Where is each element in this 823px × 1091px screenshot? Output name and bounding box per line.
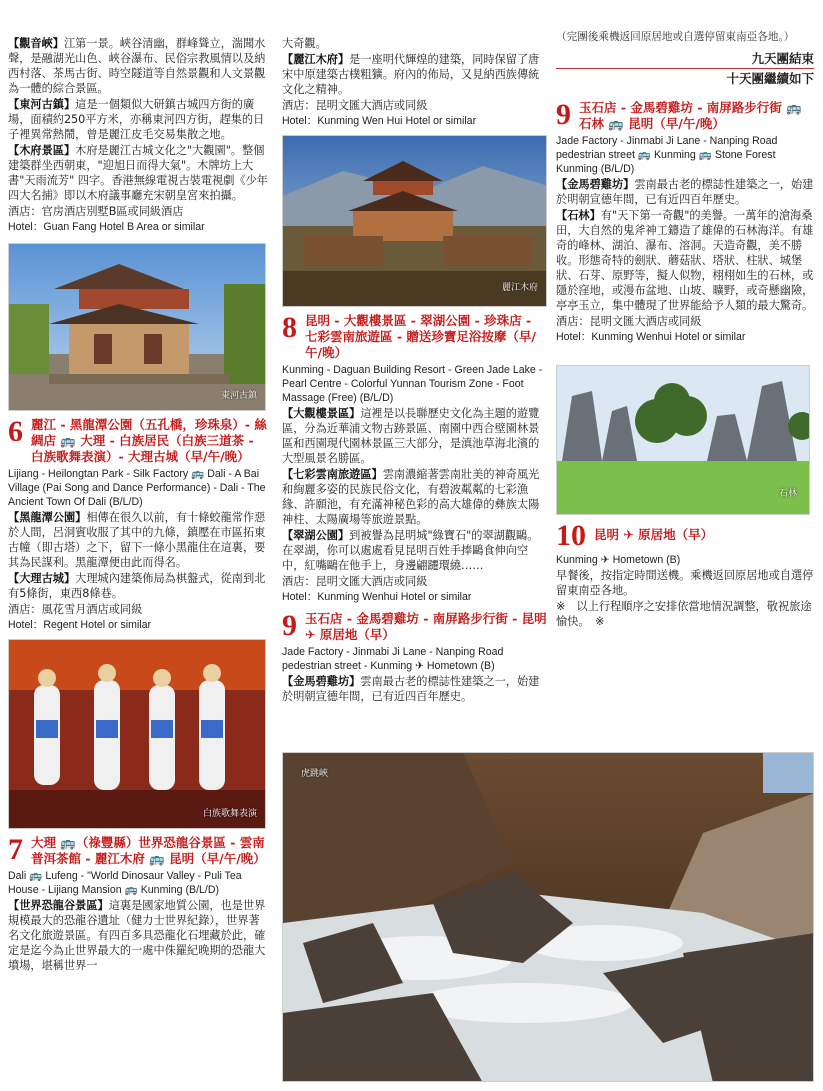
bai-dance-illustration — [9, 640, 266, 829]
tag-lijiang-mufu: 【麗江木府】 — [282, 53, 350, 66]
photo-tiger-leaping-gorge — [282, 752, 814, 1082]
day10-number: 10 — [556, 519, 586, 552]
photo-stone-forest — [556, 365, 810, 515]
day9a-header — [282, 611, 547, 643]
day6-number: 6 — [8, 415, 23, 448]
divider — [556, 68, 814, 69]
continue-ten-day: 十天團繼續如下 — [726, 71, 814, 86]
photo-bai-dance — [8, 639, 266, 829]
tag-cuihu: 【翠湖公園】 — [282, 529, 350, 542]
paragraph-mufu — [8, 143, 270, 203]
hotel-en-wenhui-1: Hotel：Kunming Wen Hui Hotel or similar — [282, 115, 477, 127]
text-mufu: 木府是麗江古城文化之"大觀園"。整個建築群坐西朝東，"迎旭日而得大氣"。木牌坊上大書"天雨流芳" 四字。香港無線電視古裝電視劇《少年四大名捕》即以木府議事廳充宋朝皇宮來拍攝。 — [8, 144, 268, 202]
hotel-cn-wenhui-3: 酒店：昆明文匯大酒店或同級 — [556, 315, 702, 328]
day7-number: 7 — [8, 833, 23, 866]
text-stone-forest: 有"天下第一奇觀"的美譽。一萬年的滄海桑田，大自然的鬼斧神工鑄造了雄偉的石林海洋。有雄奇的峰林、湖泊、瀑布、溶洞。天造奇觀，美不勝收。形態奇特的劍狀、蘑菇狀、塔狀、柱狀、城堡狀、石芽、原野等，擬人似物，栩栩如生的石林，或隱於窪地，或漫布盆地、山坡、曠野，或奇懸幽險，亭亭玉立，集中體現了世界能給予人類的最大驚奇。 — [556, 209, 814, 312]
paragraph-cuihu — [282, 528, 547, 573]
paragraph-dinosaur — [8, 898, 270, 973]
tag-dinosaur: 【世界恐龍谷景區】 — [8, 899, 109, 912]
tag-guanyin: 【觀音峽】 — [8, 37, 64, 50]
caption-tiger-leaping-gorge: 虎跳峽 — [301, 769, 329, 779]
photo-lijiang-mufu — [282, 135, 547, 307]
day8-header — [282, 313, 547, 361]
paragraph-lijiang-mufu — [282, 52, 547, 97]
caption-bai-dance: 白族歌舞表演 — [202, 809, 257, 819]
text-dali-town: 大理城內建築佈局為棋盤式，從南到北有5條街，東西8條巷。 — [8, 572, 266, 600]
day7-english: Dali 🚌 Lufeng - "World Dinosaur Valley - Puli Tea House - Lijiang Mansion 🚌 Kunming (B/L/D) — [8, 870, 242, 896]
text-lijiang-mufu: 是一座明代輝煌的建築，同時保留了唐宋中原建築古樸粗獷。府內的佈局，又見納西族傳統文化之精神。 — [282, 53, 540, 96]
tiger-leaping-gorge-illustration — [283, 753, 814, 1082]
hotel-en-guanfang: Hotel：Guan Fang Hotel B Area or similar — [8, 221, 205, 233]
day9b-title: 玉石店 - 金馬碧雞坊 - 南屏路步行街 🚌 石林 🚌 昆明（早/午/晚） — [579, 100, 802, 131]
text-daguan: 這裡是以長聯歷史文化為主題的遊覽區，分為近華浦文物古跡景區、南園中西合壁園林景區和西園現代園林景區三大部分，是滇池草海北濱的大型風景名勝區。 — [282, 407, 540, 465]
text-jinmabiji-a: 雲南最古老的標誌性建築之一，始建於明朝宣德年間，已有近四百年歷史。 — [282, 675, 540, 703]
caption-donghe: 東河古鎮 — [220, 391, 257, 401]
paragraph-colorful-yunnan — [282, 467, 547, 527]
day6-title: 麗江 - 黑龍潭公園（五孔橋，珍珠泉）- 絲綢店 🚌 大理 - 白族居民（白族三道茶 - 白族歌舞表演）- 大理古城（早/午/晚） — [31, 417, 267, 464]
text-cuihu: 到被譽為昆明城"綠寶石"的翠湖觀鷗。在翠湖，你可以處處看見昆明百姓手捧鷗食伸向空中，紅嘴鷗在他手上，身邊翩躚環繞…… — [282, 529, 539, 572]
day10-english: Kunming ✈ Hometown (B) — [556, 554, 681, 566]
tag-stone-forest: 【石林】 — [556, 209, 601, 222]
day6-english: Lijiang - Heilongtan Park - Silk Factory 🚌 Dali - A Bai Village (Pai Song and Dance Performance) - Dali - The Ancient Town Of Dali (B/L/D) — [8, 468, 266, 508]
column-2 — [282, 0, 547, 705]
hotel-cn-wenhui-1: 酒店：昆明文匯大酒店或同級 — [282, 99, 428, 112]
text-jinmabiji-b: 雲南最古老的標誌性建築之一，始建於明朝宣德年間，已有近四百年歷史。 — [556, 178, 814, 206]
paragraph-dali-town — [8, 571, 270, 601]
tag-jinmabiji-a: 【金馬碧雞坊】 — [282, 675, 361, 688]
tag-donghe: 【東河古鎮】 — [8, 98, 76, 111]
hotel-en-wenhui-3: Hotel：Kunming Wenhui Hotel or similar — [556, 331, 746, 343]
day8-number: 8 — [282, 311, 297, 344]
hotel-cn-regent: 酒店：風花雪月酒店或同級 — [8, 603, 143, 616]
hotel-en-regent: Hotel：Regent Hotel or similar — [8, 619, 152, 631]
paragraph-guanyin — [8, 36, 270, 96]
paragraph-donghe — [8, 97, 270, 142]
text-departure: 早餐後，按指定時間送機。乘機返回原居地或自選停留東南亞各地。 — [556, 569, 814, 597]
text-return-note: （完團後乘機返回原居地或自選停留東南亞各地。） — [556, 31, 795, 43]
text-donghe: 這是一個類似大研鎮古城四方街的廣場，面積約250平方米，亦稱東河四方街，趕集的日子裡異常熱鬧，曾是麗江皮毛交易集散之地。 — [8, 98, 265, 141]
hotel-en-wenhui-2: Hotel：Kunming Wenhui Hotel or similar — [282, 591, 472, 603]
hotel-cn-guanfang: 酒店：官房酒店別墅B區或同級酒店 — [8, 205, 184, 218]
text-guanyin: 江第一景。峽谷清幽，群峰聳立，湍聞水聲，是融湖光山色、峽谷瀑布、民俗宗教風情以及納西村落、茶馬古街、時空隧道等自然景觀和人文景觀為一體的綜合景區。 — [8, 37, 266, 95]
stone-forest-illustration — [557, 366, 810, 515]
day10-header — [556, 521, 814, 551]
caption-lijiang-mufu: 麗江木府 — [501, 283, 538, 293]
day9b-english: Jade Factory - Jinmabi Ji Lane - Nanping Road pedestrian street 🚌 Kunming 🚌 Stone Forest Kunming (B/L/D) — [556, 135, 778, 175]
day9a-title: 玉石店 - 金馬碧雞坊 - 南屏路步行街 - 昆明 ✈ 原居地（早） — [305, 611, 547, 642]
tag-jinmabiji-b: 【金馬碧雞坊】 — [556, 178, 635, 191]
day7-title: 大理 🚌（祿豐縣）世界恐龍谷景區 - 雲南普洱茶館 - 麗江木府 🚌 昆明（早/午/晚） — [31, 835, 266, 866]
column-1 — [8, 0, 270, 974]
day6-header — [8, 417, 270, 465]
text-colorful-yunnan: 雲南濃縮著雲南壯美的神奇風光和絢麗多姿的民族民俗文化，有碧波粼粼的七彩漁緣、許願池，有充滿神秘色彩的高大雄偉的彝族太陽神柱、太陽廣場等旅遊景點。 — [282, 468, 540, 526]
caption-stone-forest: 石林 — [778, 489, 797, 499]
day8-english: Kunming - Daguan Building Resort - Green Jade Lake - Pearl Centre - Colorful Yunnan Tourism Zone - Foot Massage (Free) (B/L/D) — [282, 364, 543, 404]
day9a-number: 9 — [282, 609, 297, 642]
tag-dali-town: 【大理古城】 — [8, 572, 76, 585]
tag-daguan: 【大觀樓景區】 — [282, 407, 361, 420]
paragraph-stone-forest — [556, 208, 814, 313]
day9b-number: 9 — [556, 98, 571, 131]
text-disclaimer: ※ 以上行程順序之安排依當地情況調整，敬祝旅途愉快。 ※ — [556, 600, 812, 628]
text-continuation: 大奇觀。 — [282, 37, 327, 50]
photo-donghe-town — [8, 243, 266, 411]
donghe-town-illustration — [9, 244, 266, 411]
hotel-cn-wenhui-2: 酒店：昆明文匯大酒店或同級 — [282, 575, 428, 588]
end-nine-day: 九天團結束 — [751, 51, 814, 66]
day9a-english: Jade Factory - Jinmabi Ji Lane - Nanping Road pedestrian street - Kunming ✈ Hometown (B) — [282, 646, 504, 672]
day8-title: 昆明 - 大觀樓景區 - 翠湖公園 - 珍珠店 - 七彩雲南旅遊區 - 贈送珍寶足浴按摩（早/午/晚） — [305, 313, 536, 360]
tag-heilongtan: 【黑龍潭公園】 — [8, 511, 87, 524]
tag-colorful-yunnan: 【七彩雲南旅遊區】 — [282, 468, 383, 481]
paragraph-jinmabiji-a — [282, 674, 547, 704]
paragraph-jinmabiji-b — [556, 177, 814, 207]
tag-mufu: 【木府景區】 — [8, 144, 76, 157]
column-3 — [556, 0, 814, 630]
text-heilongtan: 相傳在很久以前，有十條蛟龍常作惡於人間，呂洞賓收服了其中的九條，鎮壓在市區拓東古幢（即古塔）之下，留下一條小黑龍住在這裏，要其為民謀利。黑龍潭便由此而得名。 — [8, 511, 266, 569]
day7-header — [8, 835, 270, 867]
text-dinosaur: 這裏是國家地質公園，也是世界規模最大的恐龍谷遺址（健力士世界紀錄），世界著名文化旅遊景區。有四百多具恐龍化石埋藏於此，確定是迄今為止世界最大的一處中侏羅紀晚期的恐龍大墳場，堪稱世界一 — [8, 899, 266, 972]
paragraph-daguan — [282, 406, 547, 466]
day9b-header — [556, 100, 814, 132]
paragraph-heilongtan — [8, 510, 270, 570]
day10-title: 昆明 ✈ 原居地（早） — [594, 527, 714, 542]
